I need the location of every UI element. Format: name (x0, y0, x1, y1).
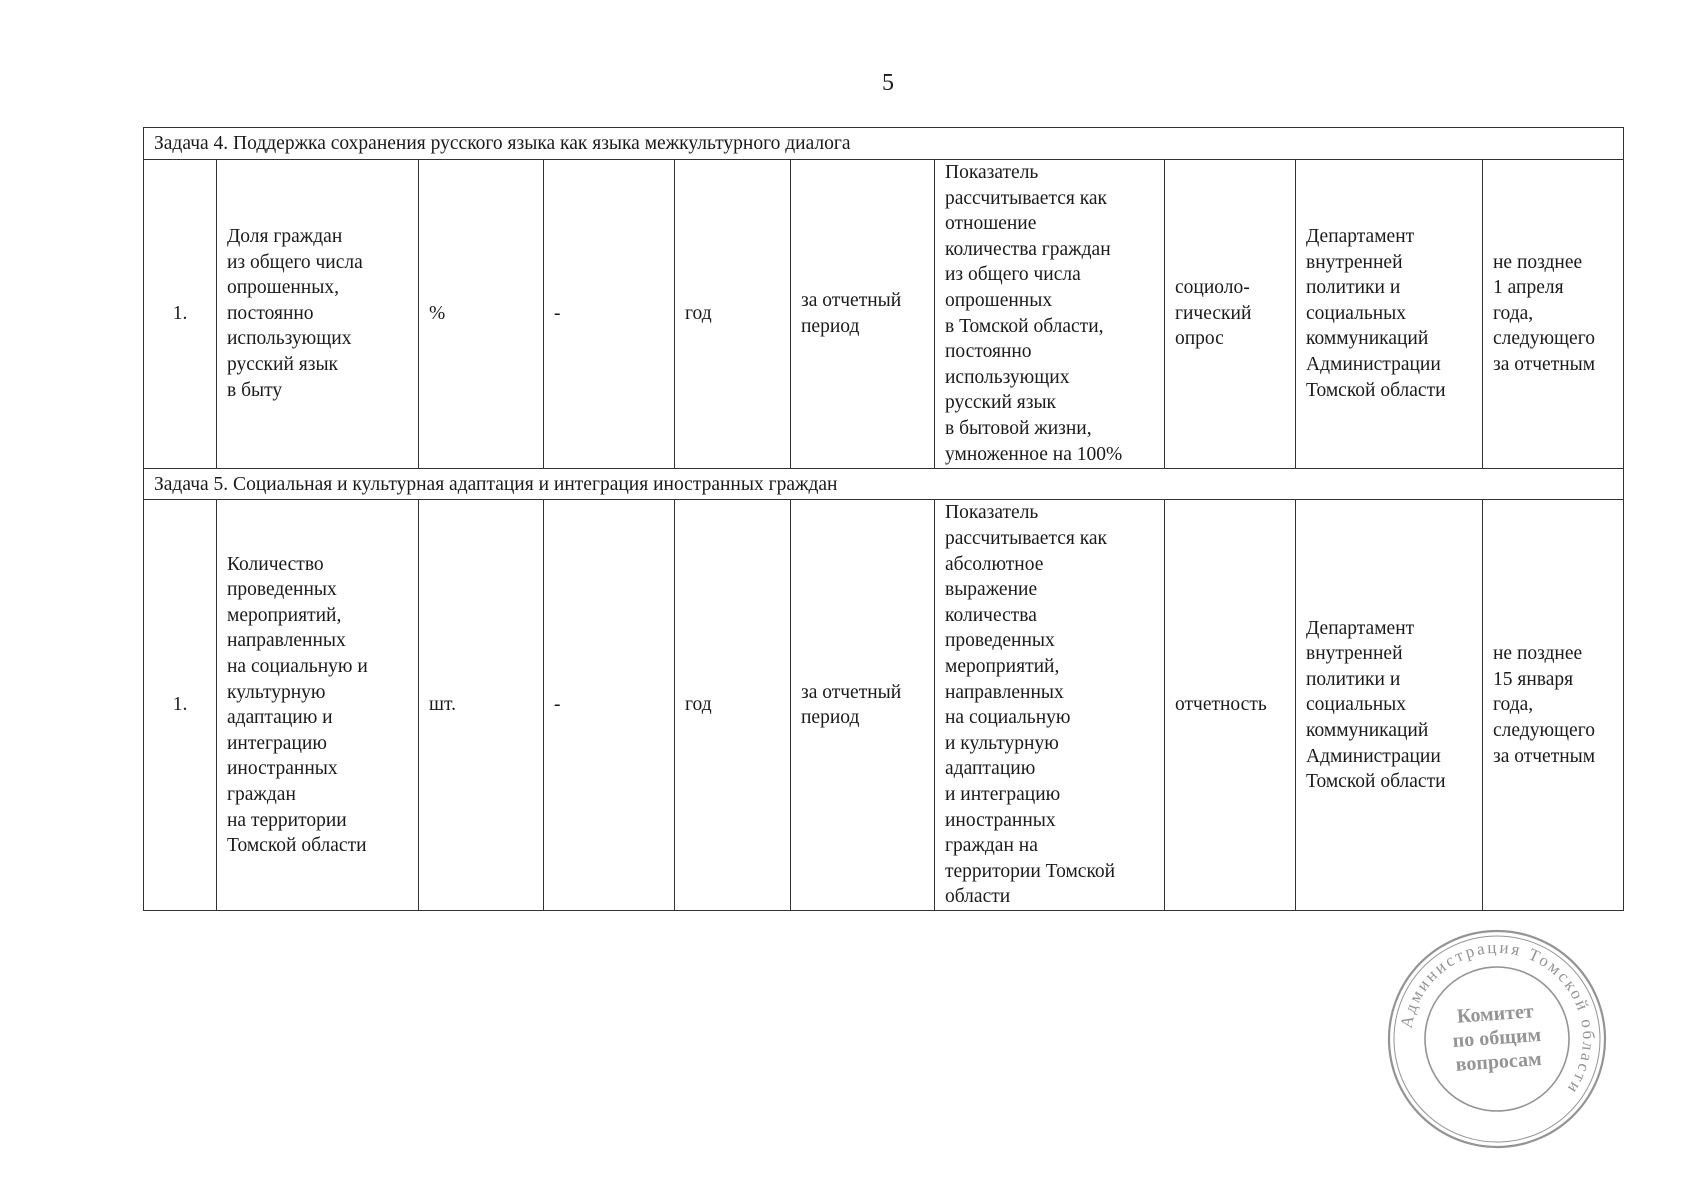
table-row (144, 500, 1624, 911)
stamp-seal-icon (1379, 921, 1616, 1158)
table-row (144, 159, 1624, 468)
time-characteristic: за отчетный период (791, 500, 935, 911)
dash-cell: - (544, 500, 675, 911)
deadline: не позднее 1 апреля года, следующего за отчетным (1483, 159, 1624, 468)
stamp-center-line: вопросам (1454, 1047, 1543, 1076)
dash-cell: - (544, 159, 675, 468)
periodicity: год (675, 500, 791, 911)
data-source: отчетность (1165, 500, 1296, 911)
time-characteristic: за отчетный период (791, 159, 935, 468)
unit-of-measure: шт. (419, 500, 544, 911)
page-number: 5 (882, 70, 894, 96)
row-number: 1. (144, 159, 217, 468)
task-title: Задача 5. Социальная и культурная адаптация и интеграция иностранных граждан (144, 468, 1624, 500)
unit-of-measure: % (419, 159, 544, 468)
task-header-row (144, 128, 1624, 160)
stamp-ring-text: Администрация Томской области (1396, 937, 1599, 1099)
official-stamp (1379, 921, 1616, 1158)
responsible-body: Департамент внутренней политики и социальных коммуникаций Администрации Томской области (1296, 500, 1483, 911)
indicator-name: Количество проведенных мероприятий, направленных на социальную и культурную адаптацию и интеграцию иностранных граждан на территории Томской области (217, 500, 419, 911)
deadline: не позднее 15 января года, следующего за отчетным (1483, 500, 1624, 911)
calculation-method: Показатель рассчитывается как отношение количества граждан из общего числа опрошенных в Томской области, постоянно использующих русский язык в бытовой жизни, умноженное на 100% (935, 159, 1165, 468)
periodicity: год (675, 159, 791, 468)
stamp-center-line: по общим (1451, 1023, 1542, 1053)
row-number: 1. (144, 500, 217, 911)
stamp-center-line: Комитет (1456, 1000, 1535, 1028)
data-source: социоло- гический опрос (1165, 159, 1296, 468)
indicators-table (143, 127, 1624, 911)
task-header-row (144, 468, 1624, 500)
responsible-body: Департамент внутренней политики и социальных коммуникаций Администрации Томской области (1296, 159, 1483, 468)
calculation-method: Показатель рассчитывается как абсолютное выражение количества проведенных мероприятий, направленных на социальную и культурную адаптацию и интеграцию иностранных граждан на территории Томской области (935, 500, 1165, 911)
indicator-name: Доля граждан из общего числа опрошенных, постоянно использующих русский язык в быту (217, 159, 419, 468)
task-title: Задача 4. Поддержка сохранения русского языка как языка межкультурного диалога (144, 128, 1624, 160)
